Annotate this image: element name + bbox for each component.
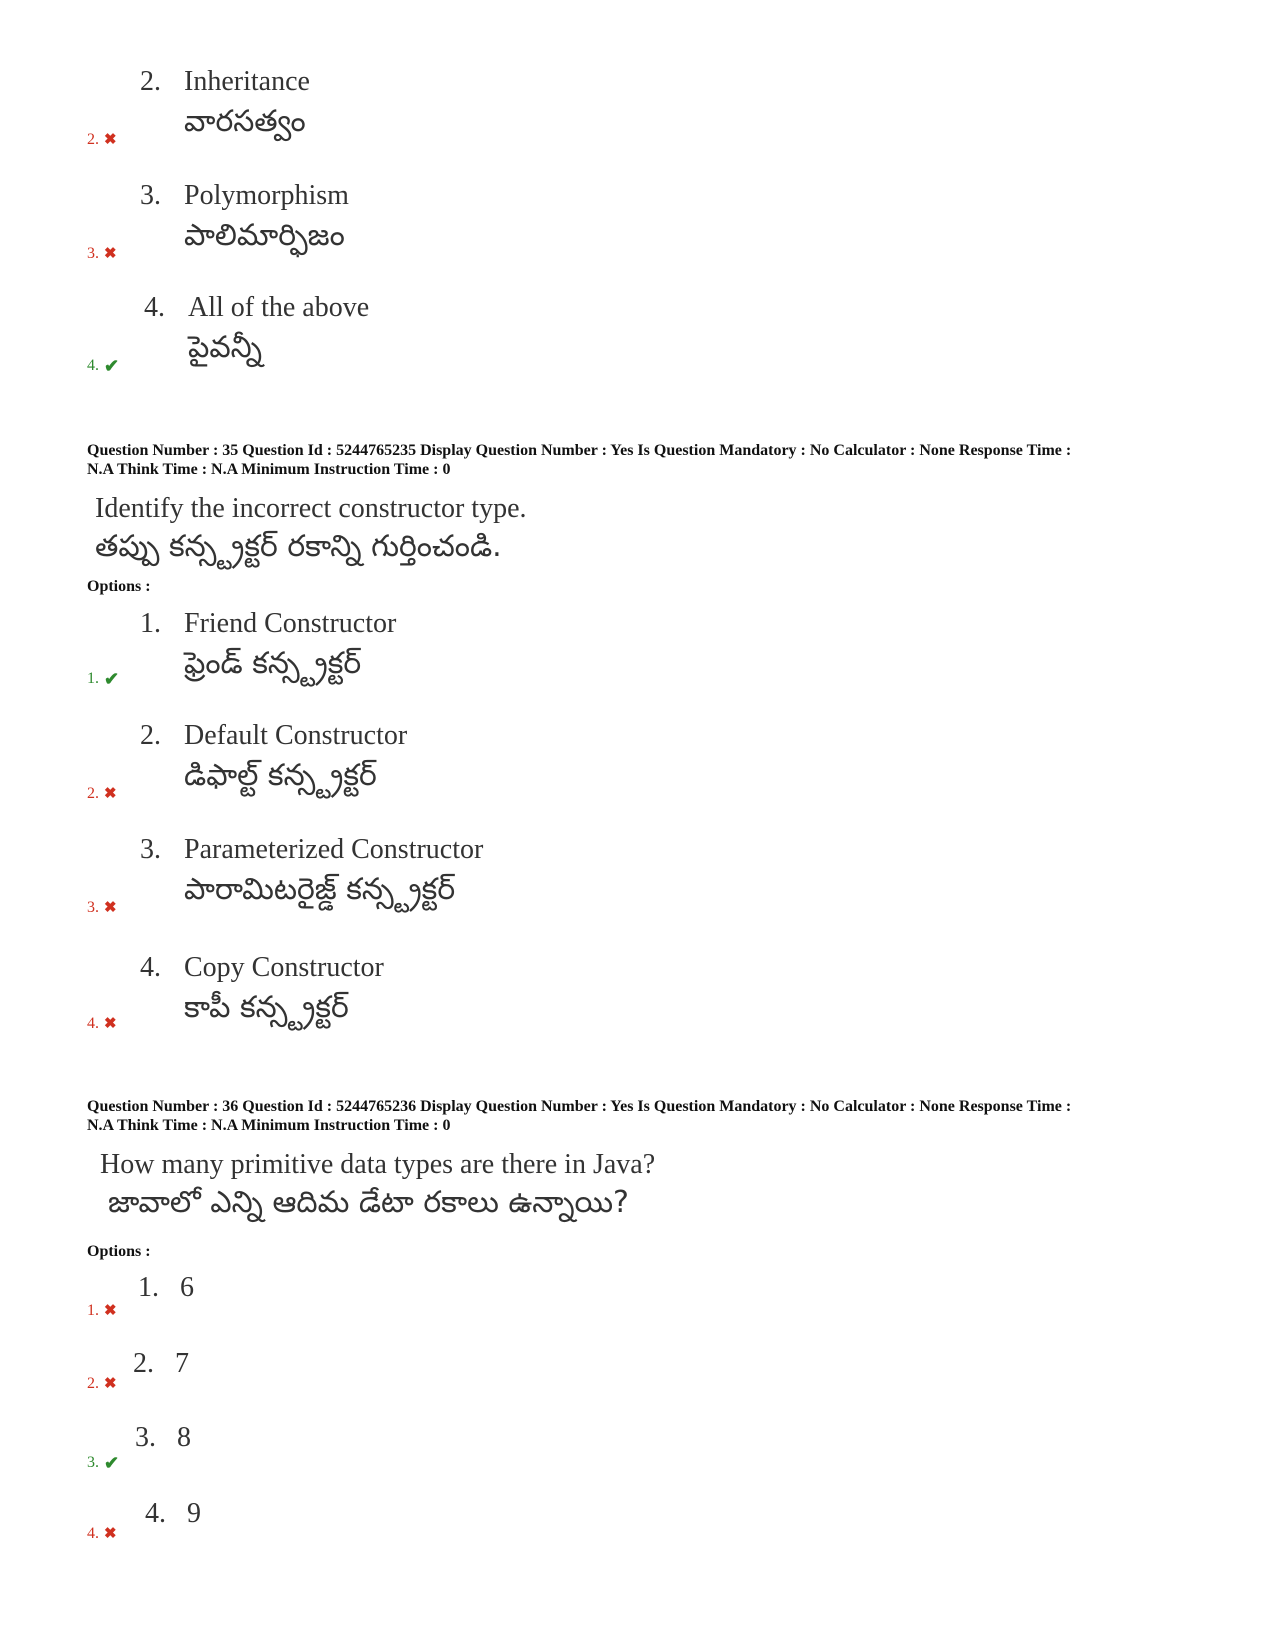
option-text-te: పారామిటరైజ్డ్ కన్స్ట్రక్టర్ bbox=[184, 872, 456, 907]
cross-icon: ✖ bbox=[104, 246, 117, 262]
option-value: 9 bbox=[187, 1498, 201, 1529]
option-text-en: Default Constructor bbox=[184, 720, 408, 751]
option-text-en: All of the above bbox=[188, 292, 370, 323]
option-text-en: Inheritance bbox=[184, 66, 310, 97]
check-icon: ✔ bbox=[104, 356, 120, 376]
q36-option-3-marker bbox=[87, 1454, 119, 1472]
meta-line-1: Question Number : 36 Question Id : 5244765236 Display Question Number : Yes Is Question Mandatory : No Calculator : None Response Time : bbox=[87, 1098, 1072, 1115]
option-number: 1. bbox=[138, 1272, 159, 1303]
option-text-te: పైవన్నీ bbox=[188, 330, 262, 365]
cross-icon: ✖ bbox=[104, 1303, 117, 1319]
meta-line-1: Question Number : 35 Question Id : 5244765235 Display Question Number : Yes Is Question Mandatory : No Calculator : None Response Time : bbox=[87, 442, 1072, 459]
question-text-en: Identify the incorrect constructor type. bbox=[95, 493, 527, 524]
marker-label: 4. bbox=[87, 1015, 99, 1032]
prev-option-4-marker bbox=[87, 357, 119, 375]
option-text-te: వారసత్వం bbox=[184, 104, 306, 139]
option-text-te: ఫ్రెండ్ కన్స్ట్రక్టర్ bbox=[184, 646, 362, 681]
q36-option-2-marker bbox=[87, 1375, 117, 1393]
check-icon: ✔ bbox=[104, 1453, 120, 1473]
marker-label: 1. bbox=[87, 670, 99, 687]
cross-icon: ✖ bbox=[104, 900, 117, 916]
question-text-te: తప్పు కన్స్ట్రక్టర్ రకాన్ని గుర్తించండి. bbox=[95, 529, 502, 564]
option-number: 4. bbox=[144, 292, 165, 323]
option-number: 2. bbox=[133, 1348, 154, 1379]
cross-icon: ✖ bbox=[104, 132, 117, 148]
question-text-te: జావాలో ఎన్ని ఆదిమ డేటా రకాలు ఉన్నాయి? bbox=[108, 1185, 629, 1220]
question-35-text bbox=[95, 492, 527, 568]
marker-label: 3. bbox=[87, 899, 99, 916]
q36-option-4 bbox=[145, 1498, 201, 1530]
marker-label: 3. bbox=[87, 1454, 99, 1471]
meta-line-2: N.A Think Time : N.A Minimum Instruction Time : 0 bbox=[87, 461, 451, 478]
option-number: 3. bbox=[140, 834, 161, 865]
option-value: 6 bbox=[180, 1272, 194, 1303]
q35-option-3-marker bbox=[87, 899, 117, 917]
cross-icon: ✖ bbox=[104, 1016, 117, 1032]
marker-label: 3. bbox=[87, 245, 99, 262]
option-number: 4. bbox=[145, 1498, 166, 1529]
cross-icon: ✖ bbox=[104, 1526, 117, 1542]
q35-option-4-marker bbox=[87, 1015, 117, 1033]
options-label: Options : bbox=[87, 578, 151, 595]
meta-line-2: N.A Think Time : N.A Minimum Instruction Time : 0 bbox=[87, 1117, 451, 1134]
option-text-en: Copy Constructor bbox=[184, 952, 384, 983]
q35-option-2-marker bbox=[87, 785, 117, 803]
option-text-te: కాపీ కన్స్ట్రక్టర్ bbox=[184, 990, 349, 1025]
marker-label: 4. bbox=[87, 357, 99, 374]
option-number: 2. bbox=[140, 720, 161, 751]
q36-option-2 bbox=[133, 1348, 189, 1380]
cross-icon: ✖ bbox=[104, 786, 117, 802]
option-text-te: పాలిమార్ఫిజం bbox=[184, 218, 345, 253]
marker-label: 2. bbox=[87, 1375, 99, 1392]
option-text-en: Parameterized Constructor bbox=[184, 834, 484, 865]
option-number: 3. bbox=[140, 180, 161, 211]
option-value: 7 bbox=[175, 1348, 189, 1379]
prev-option-3-marker bbox=[87, 245, 117, 263]
marker-label: 1. bbox=[87, 1302, 99, 1319]
q36-option-3 bbox=[135, 1422, 191, 1454]
question-35-meta bbox=[87, 441, 1197, 479]
question-36-meta bbox=[87, 1097, 1197, 1135]
q36-option-1-marker bbox=[87, 1302, 117, 1320]
option-number: 3. bbox=[135, 1422, 156, 1453]
q35-option-1-marker bbox=[87, 670, 119, 688]
options-label: Options : bbox=[87, 1243, 151, 1260]
option-number: 2. bbox=[140, 66, 161, 97]
marker-label: 4. bbox=[87, 1525, 99, 1542]
marker-label: 2. bbox=[87, 131, 99, 148]
option-text-te: డిఫాల్ట్ కన్స్ట్రక్టర్ bbox=[184, 758, 377, 793]
question-36-text bbox=[100, 1148, 655, 1224]
marker-label: 2. bbox=[87, 785, 99, 802]
option-number: 4. bbox=[140, 952, 161, 983]
question-text-en: How many primitive data types are there in Java? bbox=[100, 1149, 656, 1180]
q36-option-4-marker bbox=[87, 1525, 117, 1543]
check-icon: ✔ bbox=[104, 669, 120, 689]
option-text-en: Friend Constructor bbox=[184, 608, 397, 639]
prev-option-2-marker bbox=[87, 131, 117, 149]
option-value: 8 bbox=[177, 1422, 191, 1453]
q36-option-1 bbox=[138, 1272, 194, 1304]
option-text-en: Polymorphism bbox=[184, 180, 349, 211]
cross-icon: ✖ bbox=[104, 1376, 117, 1392]
option-number: 1. bbox=[140, 608, 161, 639]
